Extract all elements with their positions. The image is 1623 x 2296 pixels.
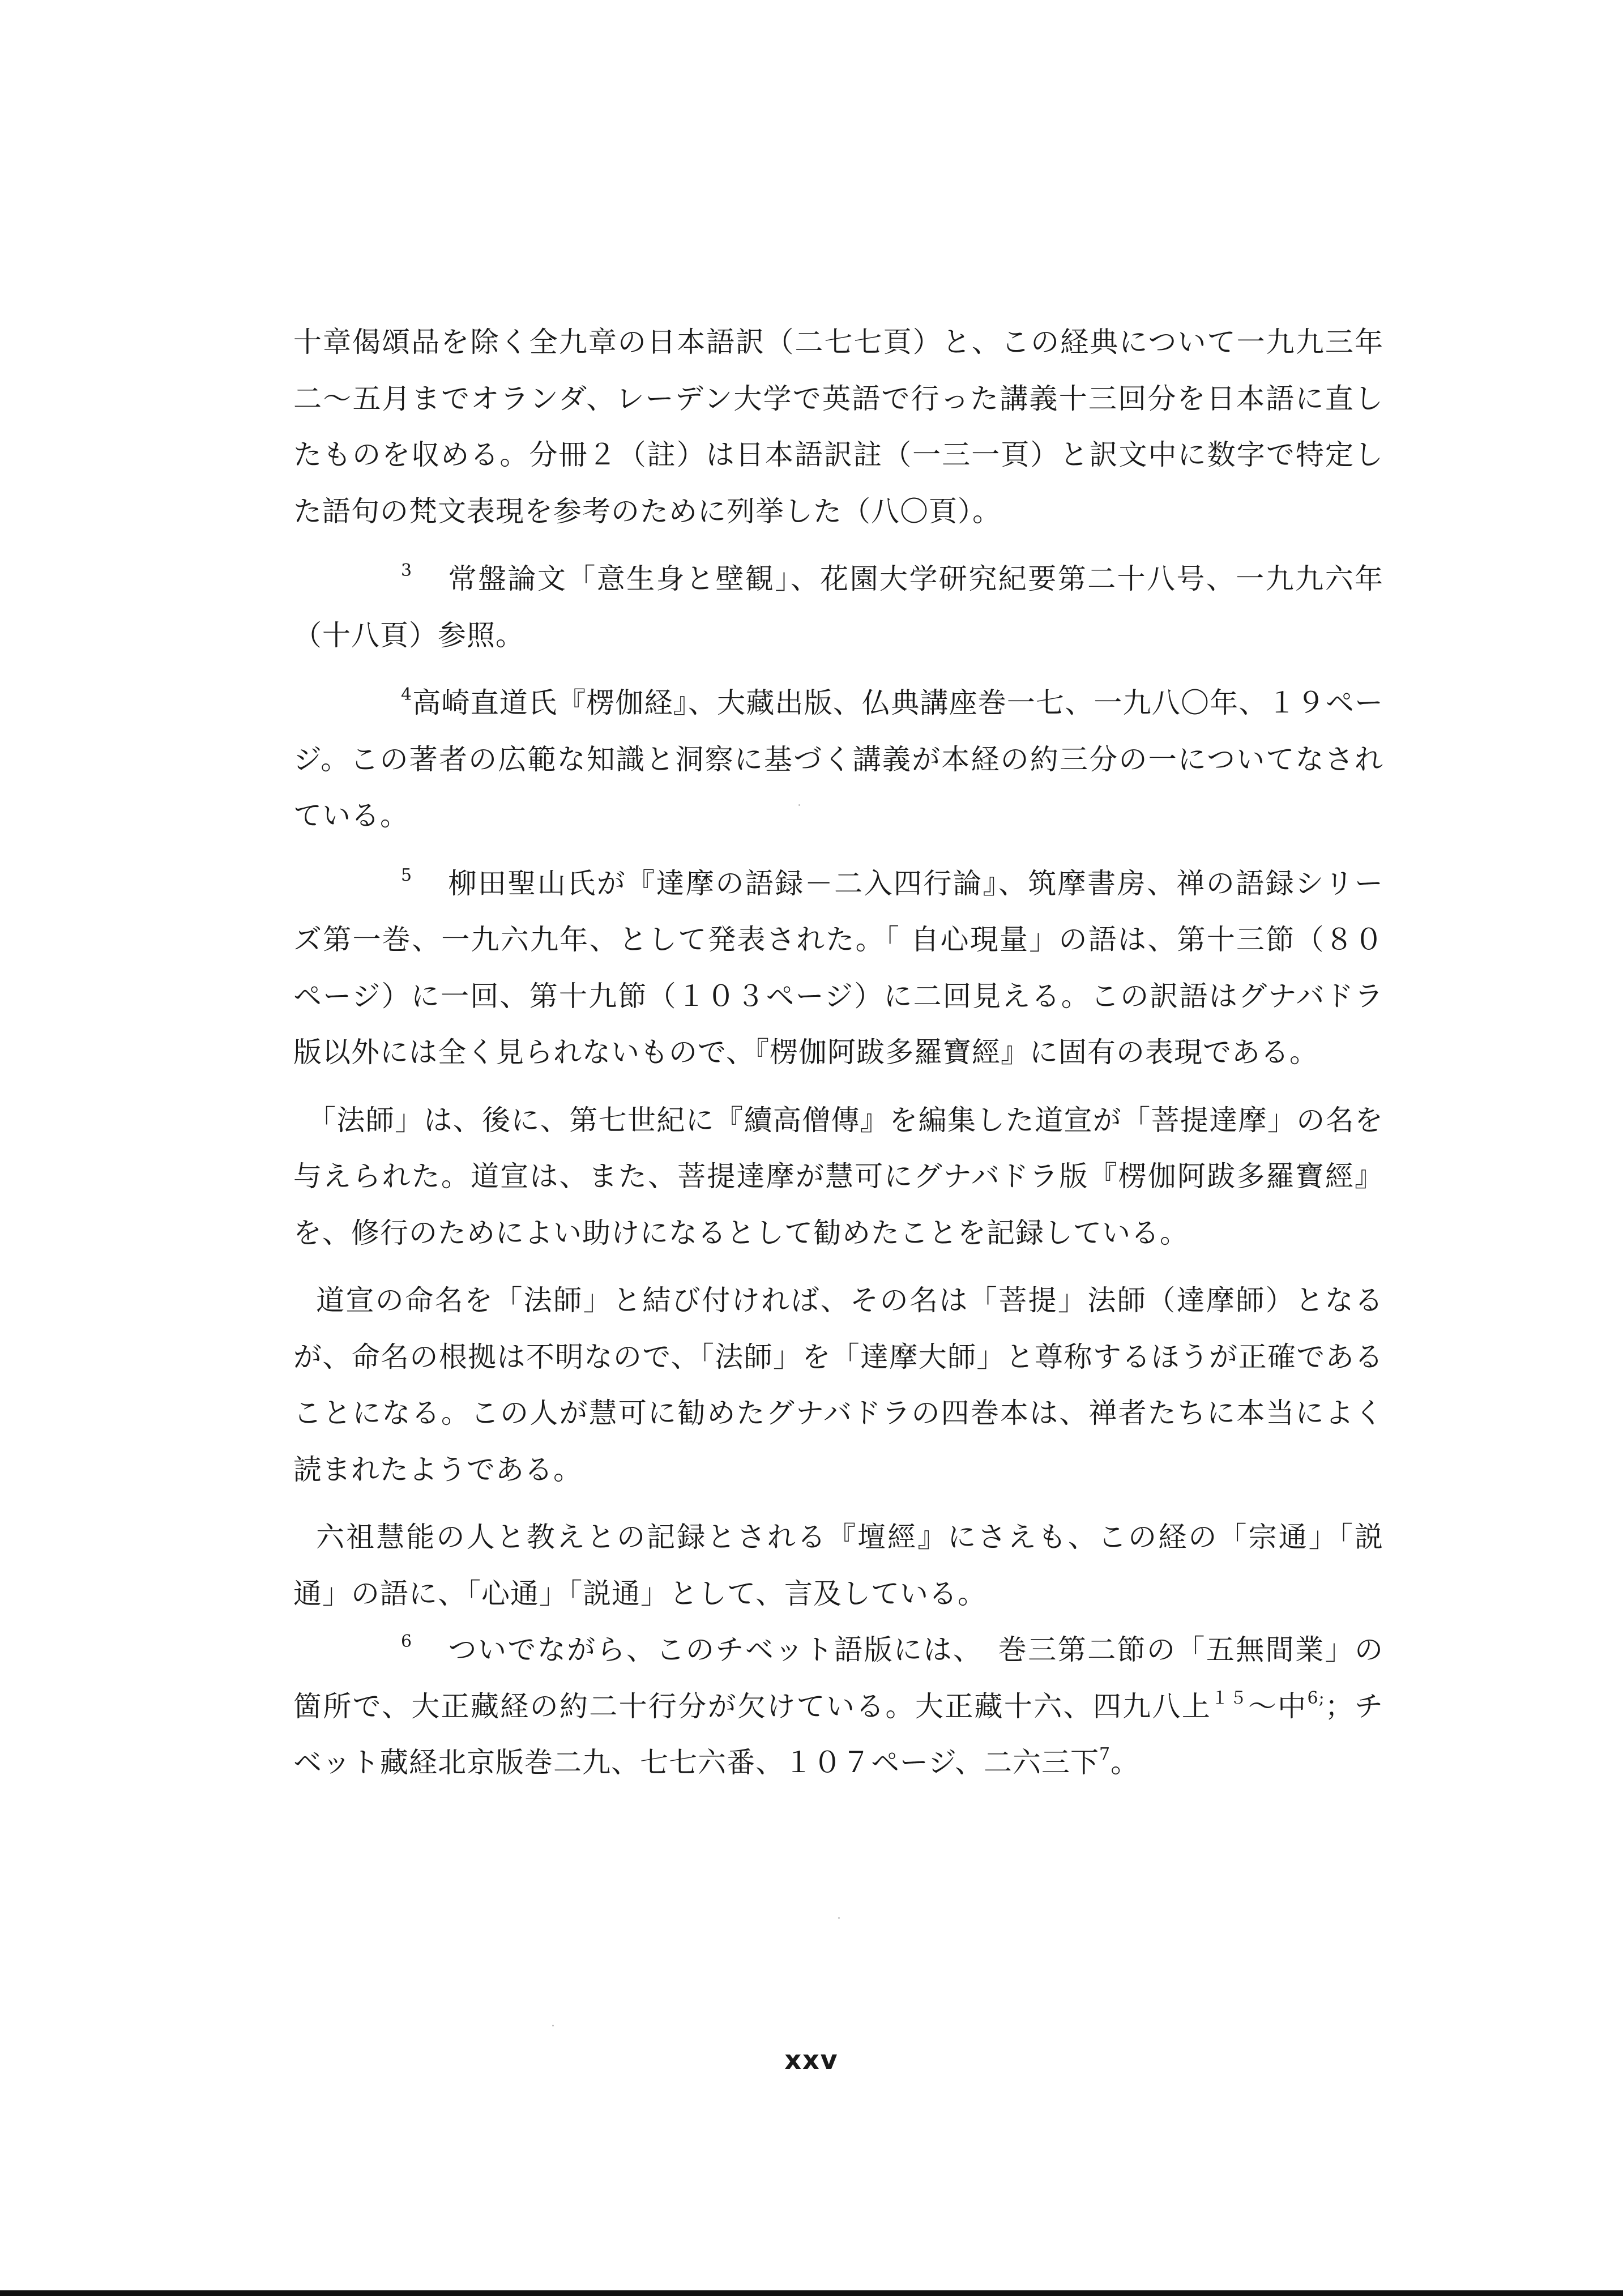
page-body xyxy=(293,314,1383,1791)
paragraph-dosen: 道宣の命名を「法師」と結び付ければ、その名は「菩提」法師（達摩師）となるが、命名の根拠は不明なので、「法師」を「達摩大師」と尊称するほうが正確であることになる。この人が慧可に勧めたグナバドラの四巻本は、禅者たちに本当によく読まれたようである。 xyxy=(293,1284,1383,1486)
page-number: xxv xyxy=(784,2045,839,2075)
footnote-5-marker: 5 xyxy=(401,865,413,885)
footnote-6-text-d: 。 xyxy=(1111,1746,1140,1779)
footnote-6-text-c: ；チベット藏経北京版巻二九、七七六番、１０７ページ、二六三下 xyxy=(293,1689,1384,1779)
footnote-6-text-b: ～中 xyxy=(1248,1689,1308,1723)
footnote-5-text: 柳田聖山氏が『達摩の語録－二入四行論』、筑摩書房、禅の語録シリーズ第一巻、一九六九年、として発表された。「 自心現量」の語は、第十三節（８０ページ）に一回、第十九節（１０３ページ）に二回見える。この訳語はグナバドラ版以外には全く見られないもので、『楞伽阿跋多羅寶經』に固有の表現である。 xyxy=(293,867,1383,1069)
footnote-4 xyxy=(293,675,1383,844)
footnote-6-marker: 6 xyxy=(401,1632,413,1651)
paragraph-rokuso: 六祖慧能の人と教えとの記録とされる『壇經』にさえも、この経の「宗通」「説通」の語に、「心通」「説通」として、言及している。 xyxy=(293,1521,1383,1610)
footnote-3 xyxy=(293,551,1383,664)
footnote-6-superscript-b: 6; xyxy=(1307,1688,1325,1708)
footnote-4-marker: 4 xyxy=(401,685,413,705)
footnote-6-superscript-a: １５ xyxy=(1211,1688,1248,1708)
scan-speck xyxy=(552,2025,554,2026)
scan-speck xyxy=(798,804,800,806)
footnote-3-text: 常盤論文「意生身と壁観」、花園大学研究紀要第二十八号、一九九六年（十八頁）参照。 xyxy=(293,562,1383,652)
footnote-5 xyxy=(293,856,1383,1081)
scan-speck xyxy=(838,1917,840,1919)
footnote-6 xyxy=(293,1622,1383,1791)
paragraph-continuation: 十章偈頌品を除く全九章の日本語訳（二七七頁）と、この経典について一九九三年二～五月までオランダ、レーデン大学で英語で行った講義十三回分を日本語に直したものを収める。分冊２（註）は日本語訳註（一三一頁）と訳文中に数字で特定した語句の梵文表現を参考のために列挙した（八〇頁）。 xyxy=(293,326,1383,528)
footnote-6-superscript-c: 7 xyxy=(1099,1744,1111,1764)
footnote-4-text: 高崎直道氏『楞伽経』、大藏出版、仏典講座巻一七、一九八〇年、１９ページ。この著者の広範な知識と洞察に基づく講義が本経の約三分の一についてなされている。 xyxy=(293,686,1383,832)
footnote-6-text-a: ついでながら、このチベット語版には、 巻三第二節の「五無間業」の箇所で、大正藏経の約二十行分が欠けている。大正藏十六、四九八上 xyxy=(293,1633,1383,1723)
scan-edge xyxy=(0,2290,1623,2296)
footnote-3-marker: 3 xyxy=(401,561,413,581)
paragraph-hoshi: 「法師」は、後に、第七世紀に『續高僧傳』を編集した道宣が「菩提達摩」の名を与えられた。道宣は、また、菩提達摩が慧可にグナバドラ版『楞伽阿跋多羅寶經』を、修行のためによい助けになるとして勧めたことを記録している。 xyxy=(293,1103,1383,1249)
